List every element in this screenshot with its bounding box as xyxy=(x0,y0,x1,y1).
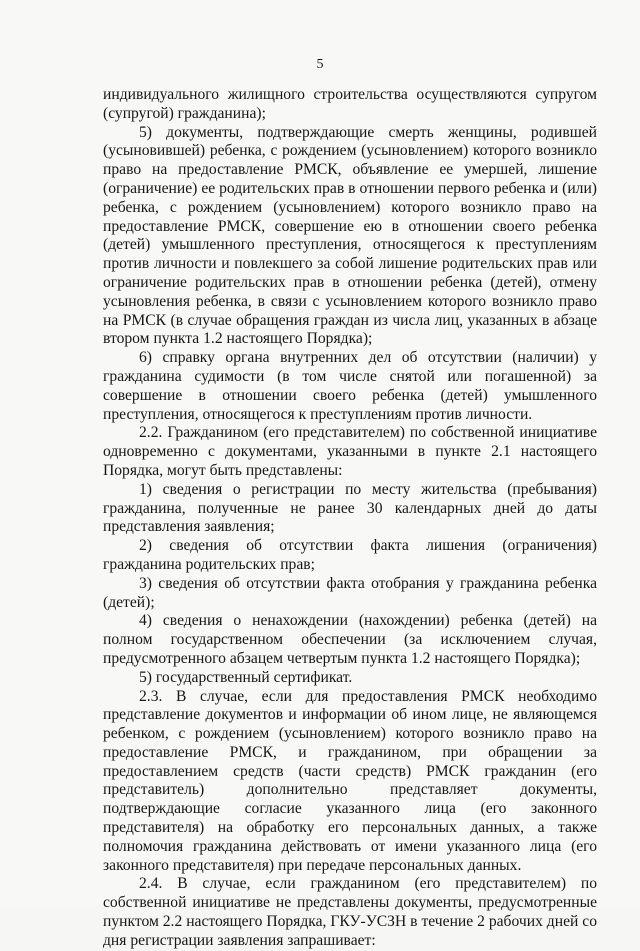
page-number: 5 xyxy=(316,57,324,72)
paragraph-2-2-item-2: 2) сведения об отсутствии факта лишения (ограничения) гражданина родительских прав; xyxy=(103,537,597,573)
paragraph-2-2-item-4: 4) сведения о ненахождении (нахождении) ребенка (детей) на полном государственном обеспечении (за исключением случая, предусмотренного абзацем четвертым пункта 1.2 настоящего Порядка); xyxy=(103,612,597,667)
paragraph-2-3: 2.3. В случае, если для предоставления РМСК необходимо представление документов и информации об ином лице, не являющемся ребенком, с рождением (усыновлением) которого возникло право на предоставление РМСК, и гражданином, при обращении за предоставлением средств (части средств) РМСК гражданин (его представитель) дополнительно представляет документы, подтверждающие согласие указанного лица (его законного представителя) на обработку его персональных данных, а также полномочия гражданина действовать от имени указанного лица (его законного представителя) при передаче персональных данных. xyxy=(103,687,597,874)
paragraph-2-2-item-3: 3) сведения об отсутствии факта отобрания у гражданина ребенка (детей); xyxy=(103,574,597,611)
paragraph-continuation: индивидуального жилищного строительства осуществляются супругом (супругой) гражданина); xyxy=(103,86,597,122)
paragraph-2-2: 2.2. Гражданином (его представителем) по собственной инициативе одновременно с документами, указанными в пункте 2.1 настоящего Порядка, могут быть представлены: xyxy=(103,424,597,479)
paragraph-item-5: 5) документы, подтверждающие смерть женщины, родившей (усыновившей) ребенка, с рождением (усыновлением) которого возникло право на предоставление РМСК, объявление ее умершей, лишение (ограничение) ее родительских прав в отношении первого ребенка и (или) ребенка, с рождением (усыновлением) которого возникло право на предоставление РМСК, совершение ею в отношении своего ребенка (детей) умышленного преступления, относящегося к преступлениям против личности и повлекшего за собой лишение родительских прав или ограничение родительских прав в отношении ребенка (детей), отмену усыновления ребенка, в связи с усыновлением которого возникло право на РМСК (в случае обращения граждан из числа лиц, указанных в абзаце втором пункта 1.2 настоящего Порядка); xyxy=(103,123,597,348)
paragraph-2-2-item-5: 5) государственный сертификат. xyxy=(139,668,353,686)
paragraph-2-4: 2.4. В случае, если гражданином (его представителем) по собственной инициативе не представлены документы, предусмотренные пунктом 2.2 настоящего Порядка, ГКУ-УСЗН в течение 2 рабочих дней со дня регистрации заявления запрашивает: xyxy=(103,875,597,949)
paragraph-2-2-item-1: 1) сведения о регистрации по месту жительства (пребывания) гражданина, полученные не ранее 30 календарных дней до даты представления заявления; xyxy=(103,480,597,536)
document-body xyxy=(103,86,597,951)
paragraph-item-6: 6) справку органа внутренних дел об отсутствии (наличии) у гражданина судимости (в том числе снятой или погашенной) за совершение в отношении своего ребенка (детей) умышленного преступления, относящегося к преступлениям против личности. xyxy=(103,349,597,423)
